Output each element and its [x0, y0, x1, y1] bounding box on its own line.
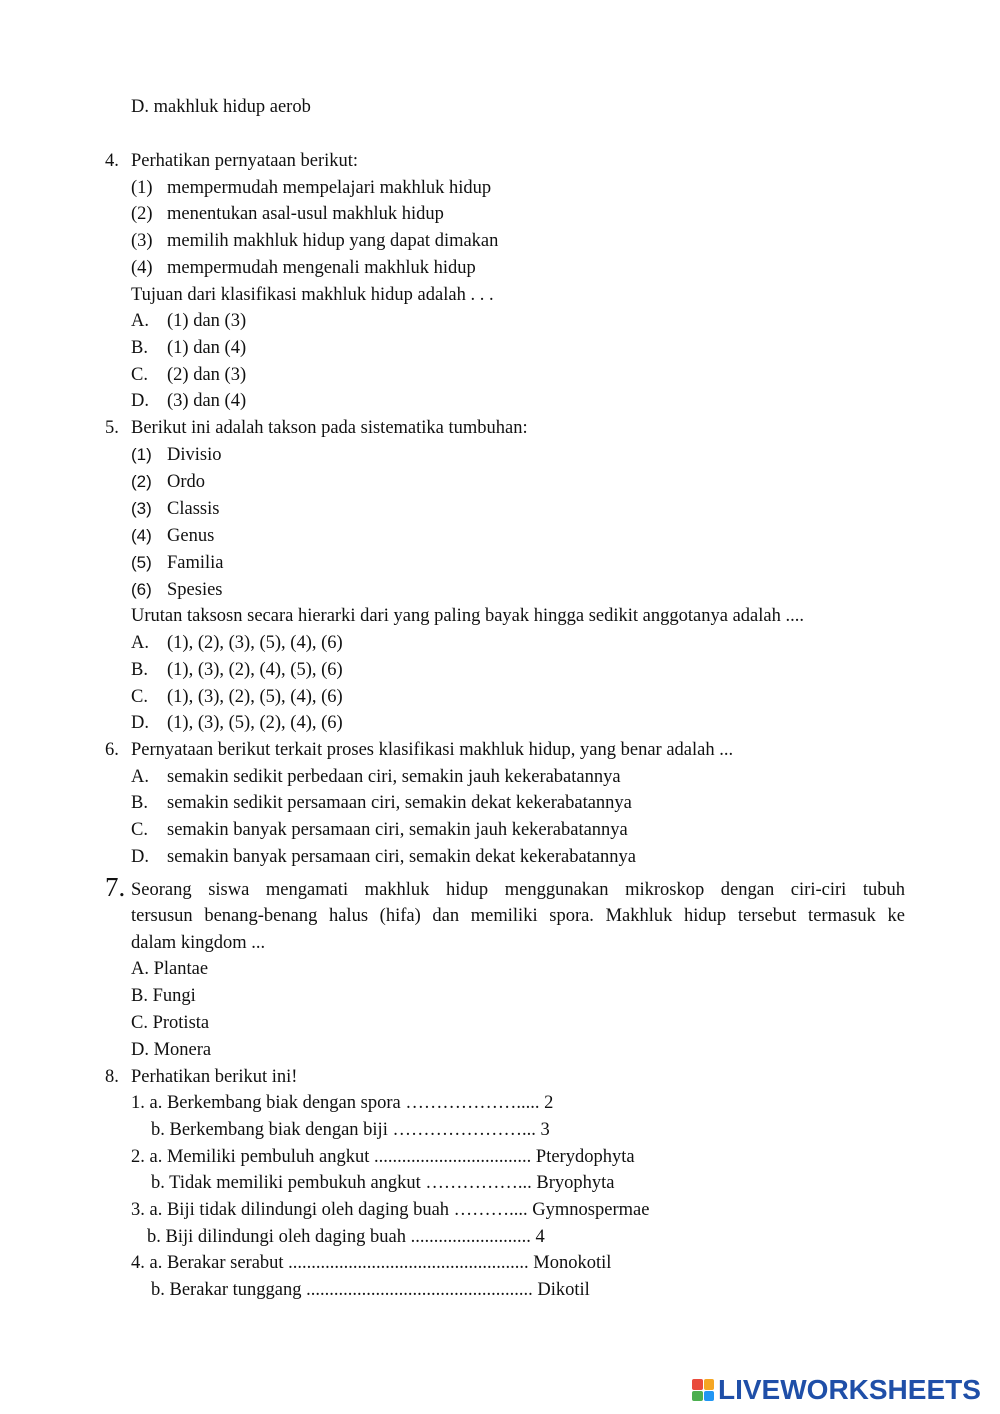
q5-item-6: Spesies	[167, 580, 223, 600]
q5-prompt: Urutan taksosn secara hierarki dari yang paling bayak hingga sedikit anggotanya adalah ....	[131, 606, 804, 626]
q8-key-3b: b. Biji dilindungi oleh daging buah .......................... 4	[147, 1227, 545, 1247]
q6-question: Pernyataan berikut terkait proses klasifikasi makhluk hidup, yang benar adalah ...	[131, 740, 734, 760]
q5-item-5-num: (5)	[131, 553, 152, 572]
q5-item-4-num: (4)	[131, 526, 152, 545]
q5-item-5: Familia	[167, 553, 224, 573]
q4-option-c: (2) dan (3)	[167, 365, 247, 385]
q5-option-d: (1), (3), (5), (2), (4), (6)	[167, 713, 343, 733]
q8-key-4a: 4. a. Berakar serabut .................................................... Monokotil	[131, 1253, 612, 1273]
q5-item-1-num: (1)	[131, 445, 152, 464]
liveworksheets-logo-icon	[692, 1379, 714, 1401]
q8-key-1a: 1. a. Berkembang biak dengan spora ………………..... 2	[131, 1093, 554, 1113]
q5-item-2-num: (2)	[131, 472, 152, 491]
q6-option-a-label: A.	[131, 767, 149, 787]
q8-key-2b: b. Tidak memiliki pembukuh angkut ……………... Bryophyta	[151, 1173, 615, 1193]
q5-item-6-num: (6)	[131, 580, 152, 599]
q5-item-3: Classis	[167, 499, 220, 519]
q6-option-c: semakin banyak persamaan ciri, semakin jauh kekerabatannya	[167, 820, 628, 840]
q4-item-4-num: (4)	[131, 258, 153, 278]
q4-item-4: mempermudah mengenali makhluk hidup	[167, 258, 476, 278]
q6-option-c-label: C.	[131, 820, 148, 840]
q7-option-d: D. Monera	[131, 1040, 212, 1060]
q4-option-d: (3) dan (4)	[167, 391, 247, 411]
liveworksheets-logo	[692, 1375, 981, 1405]
q3-option-d: D. makhluk hidup aerob	[131, 97, 311, 117]
q8-key-3a: 3. a. Biji tidak dilindungi oleh daging buah ……….... Gymnospermae	[131, 1200, 650, 1220]
q4-item-3: memilih makhluk hidup yang dapat dimakan	[167, 231, 499, 251]
q4-item-1: mempermudah mempelajari makhluk hidup	[167, 178, 492, 198]
q5-option-c-label: C.	[131, 687, 148, 707]
q4-number: 4.	[105, 151, 119, 171]
q5-item-4: Genus	[167, 526, 215, 546]
q6-option-d-label: D.	[131, 847, 149, 867]
q7-option-c: C. Protista	[131, 1013, 210, 1033]
q4-option-b: (1) dan (4)	[167, 338, 247, 358]
q4-option-a-label: A.	[131, 311, 149, 331]
q8-key-2a: 2. a. Memiliki pembuluh angkut .................................. Pterydophyta	[131, 1147, 635, 1167]
q6-option-b-label: B.	[131, 793, 148, 813]
q4-question: Perhatikan pernyataan berikut:	[131, 151, 359, 171]
q8-key-4b: b. Berakar tunggang ................................................. Dikotil	[151, 1280, 590, 1300]
q5-option-b: (1), (3), (2), (4), (5), (6)	[167, 660, 343, 680]
q7-question-line-2: tersusun benang-benang halus (hifa) dan memiliki spora. Makhluk hidup tersebut termasuk ke	[131, 906, 905, 926]
q5-item-3-num: (3)	[131, 499, 152, 518]
q4-option-a: (1) dan (3)	[167, 311, 247, 331]
q7-option-b: B. Fungi	[131, 986, 196, 1006]
q4-item-3-num: (3)	[131, 231, 153, 251]
q6-number: 6.	[105, 740, 119, 760]
q7-question-line-3: dalam kingdom ...	[131, 933, 266, 953]
q7-question-line-1: Seorang siswa mengamati makhluk hidup menggunakan mikroskop dengan ciri-ciri tubuh	[131, 880, 905, 900]
q5-item-1: Divisio	[167, 445, 222, 465]
q4-prompt: Tujuan dari klasifikasi makhluk hidup adalah . . .	[131, 285, 494, 305]
q4-item-2-num: (2)	[131, 204, 153, 224]
q5-option-a: (1), (2), (3), (5), (4), (6)	[167, 633, 343, 653]
q5-option-d-label: D.	[131, 713, 149, 733]
q5-question: Berikut ini adalah takson pada sistematika tumbuhan:	[131, 418, 528, 438]
q8-key-1b: b. Berkembang biak dengan biji …………………... 3	[151, 1120, 550, 1140]
q4-item-2: menentukan asal-usul makhluk hidup	[167, 204, 444, 224]
q5-option-b-label: B.	[131, 660, 148, 680]
q5-option-c: (1), (3), (2), (5), (4), (6)	[167, 687, 343, 707]
q6-option-d: semakin banyak persamaan ciri, semakin dekat kekerabatannya	[167, 847, 636, 867]
q5-number: 5.	[105, 418, 119, 438]
q4-option-c-label: C.	[131, 365, 148, 385]
q6-option-a: semakin sedikit perbedaan ciri, semakin jauh kekerabatannya	[167, 767, 621, 787]
liveworksheets-logo-text: LIVEWORKSHEETS	[718, 1374, 981, 1405]
q8-number: 8.	[105, 1067, 119, 1087]
q5-item-2: Ordo	[167, 472, 206, 492]
q7-option-a: A. Plantae	[131, 959, 209, 979]
q5-option-a-label: A.	[131, 633, 149, 653]
q4-option-d-label: D.	[131, 391, 149, 411]
q4-option-b-label: B.	[131, 338, 148, 358]
q6-option-b: semakin sedikit persamaan ciri, semakin dekat kekerabatannya	[167, 793, 632, 813]
q7-number: 7.	[105, 872, 126, 902]
q8-question: Perhatikan berikut ini!	[131, 1067, 298, 1087]
q4-item-1-num: (1)	[131, 178, 153, 198]
